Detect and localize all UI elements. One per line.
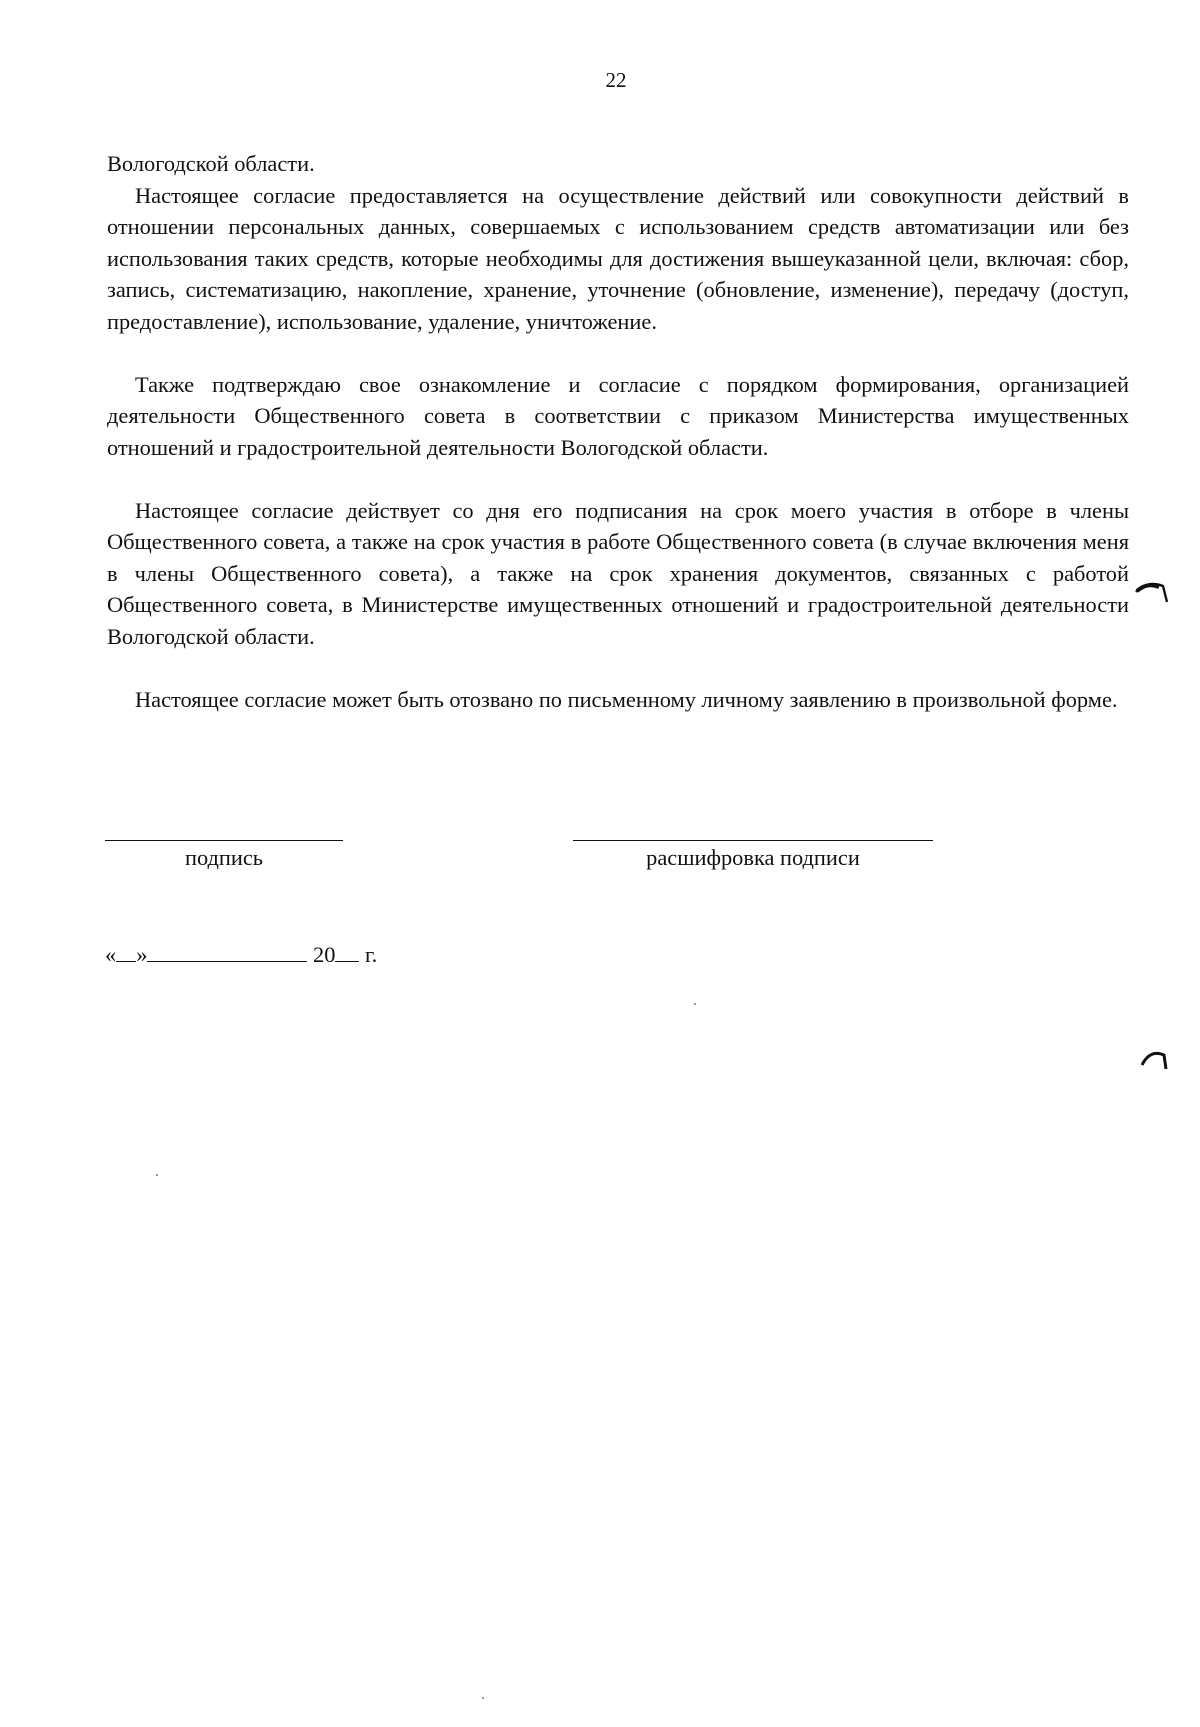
signature-decoding-caption: расшифровка подписи xyxy=(646,845,860,870)
scan-speck xyxy=(156,1174,158,1176)
signature-decoding-line xyxy=(573,840,933,841)
scan-speck xyxy=(482,1697,484,1699)
date-close-quote: » xyxy=(136,942,148,967)
year-suffix: г. xyxy=(365,942,378,967)
paragraph-validity-term: Настоящее согласие действует со дня его подписания на срок моего участия в отборе в члены Общественного совета, а также на срок участия в работе Общественного совета (в случае включения меня в члены Общественного совета), а также на срок хранения документов, связанных с работой Общественного совета, в Министерстве имущественных отношений и градостроительной деятельности Вологодской области. xyxy=(107,497,1129,649)
date-line xyxy=(105,941,377,968)
year-blank xyxy=(335,941,359,962)
paragraph-continuation: Вологодской области. xyxy=(107,151,315,176)
scan-mark-upper xyxy=(1133,578,1169,606)
page-number: 22 xyxy=(605,68,627,92)
scan-mark-lower xyxy=(1138,1045,1170,1073)
day-blank xyxy=(116,941,136,962)
signature-line xyxy=(105,840,343,841)
scan-speck xyxy=(694,1003,696,1005)
month-blank xyxy=(147,941,307,962)
paragraph-consent-actions: Настоящее согласие предоставляется на осуществление действий или совокупности действий в отношении персональных данных, совершаемых с использованием средств автоматизации или без использования таких средств, которые необходимы для достижения вышеуказанной цели, включая: сбор, запись, систематизацию, накопление, хранение, уточнение (обновление, изменение), передачу (доступ, предоставление), использование, удаление, уничтожение. xyxy=(107,182,1129,334)
year-prefix: 20 xyxy=(313,942,336,967)
date-open-quote: « xyxy=(105,942,117,967)
document-body xyxy=(107,148,1129,715)
paragraph-acknowledgement: Также подтверждаю свое ознакомление и согласие с порядком формирования, организацией деятельности Общественного совета в соответствии с приказом Министерства имущественных отношений и градостроительной деятельности Вологодской области. xyxy=(107,371,1129,460)
paragraph-revocation: Настоящее согласие может быть отозвано по письменному личному заявлению в произвольной форме. xyxy=(135,686,1118,712)
signature-caption: подпись xyxy=(184,845,264,870)
